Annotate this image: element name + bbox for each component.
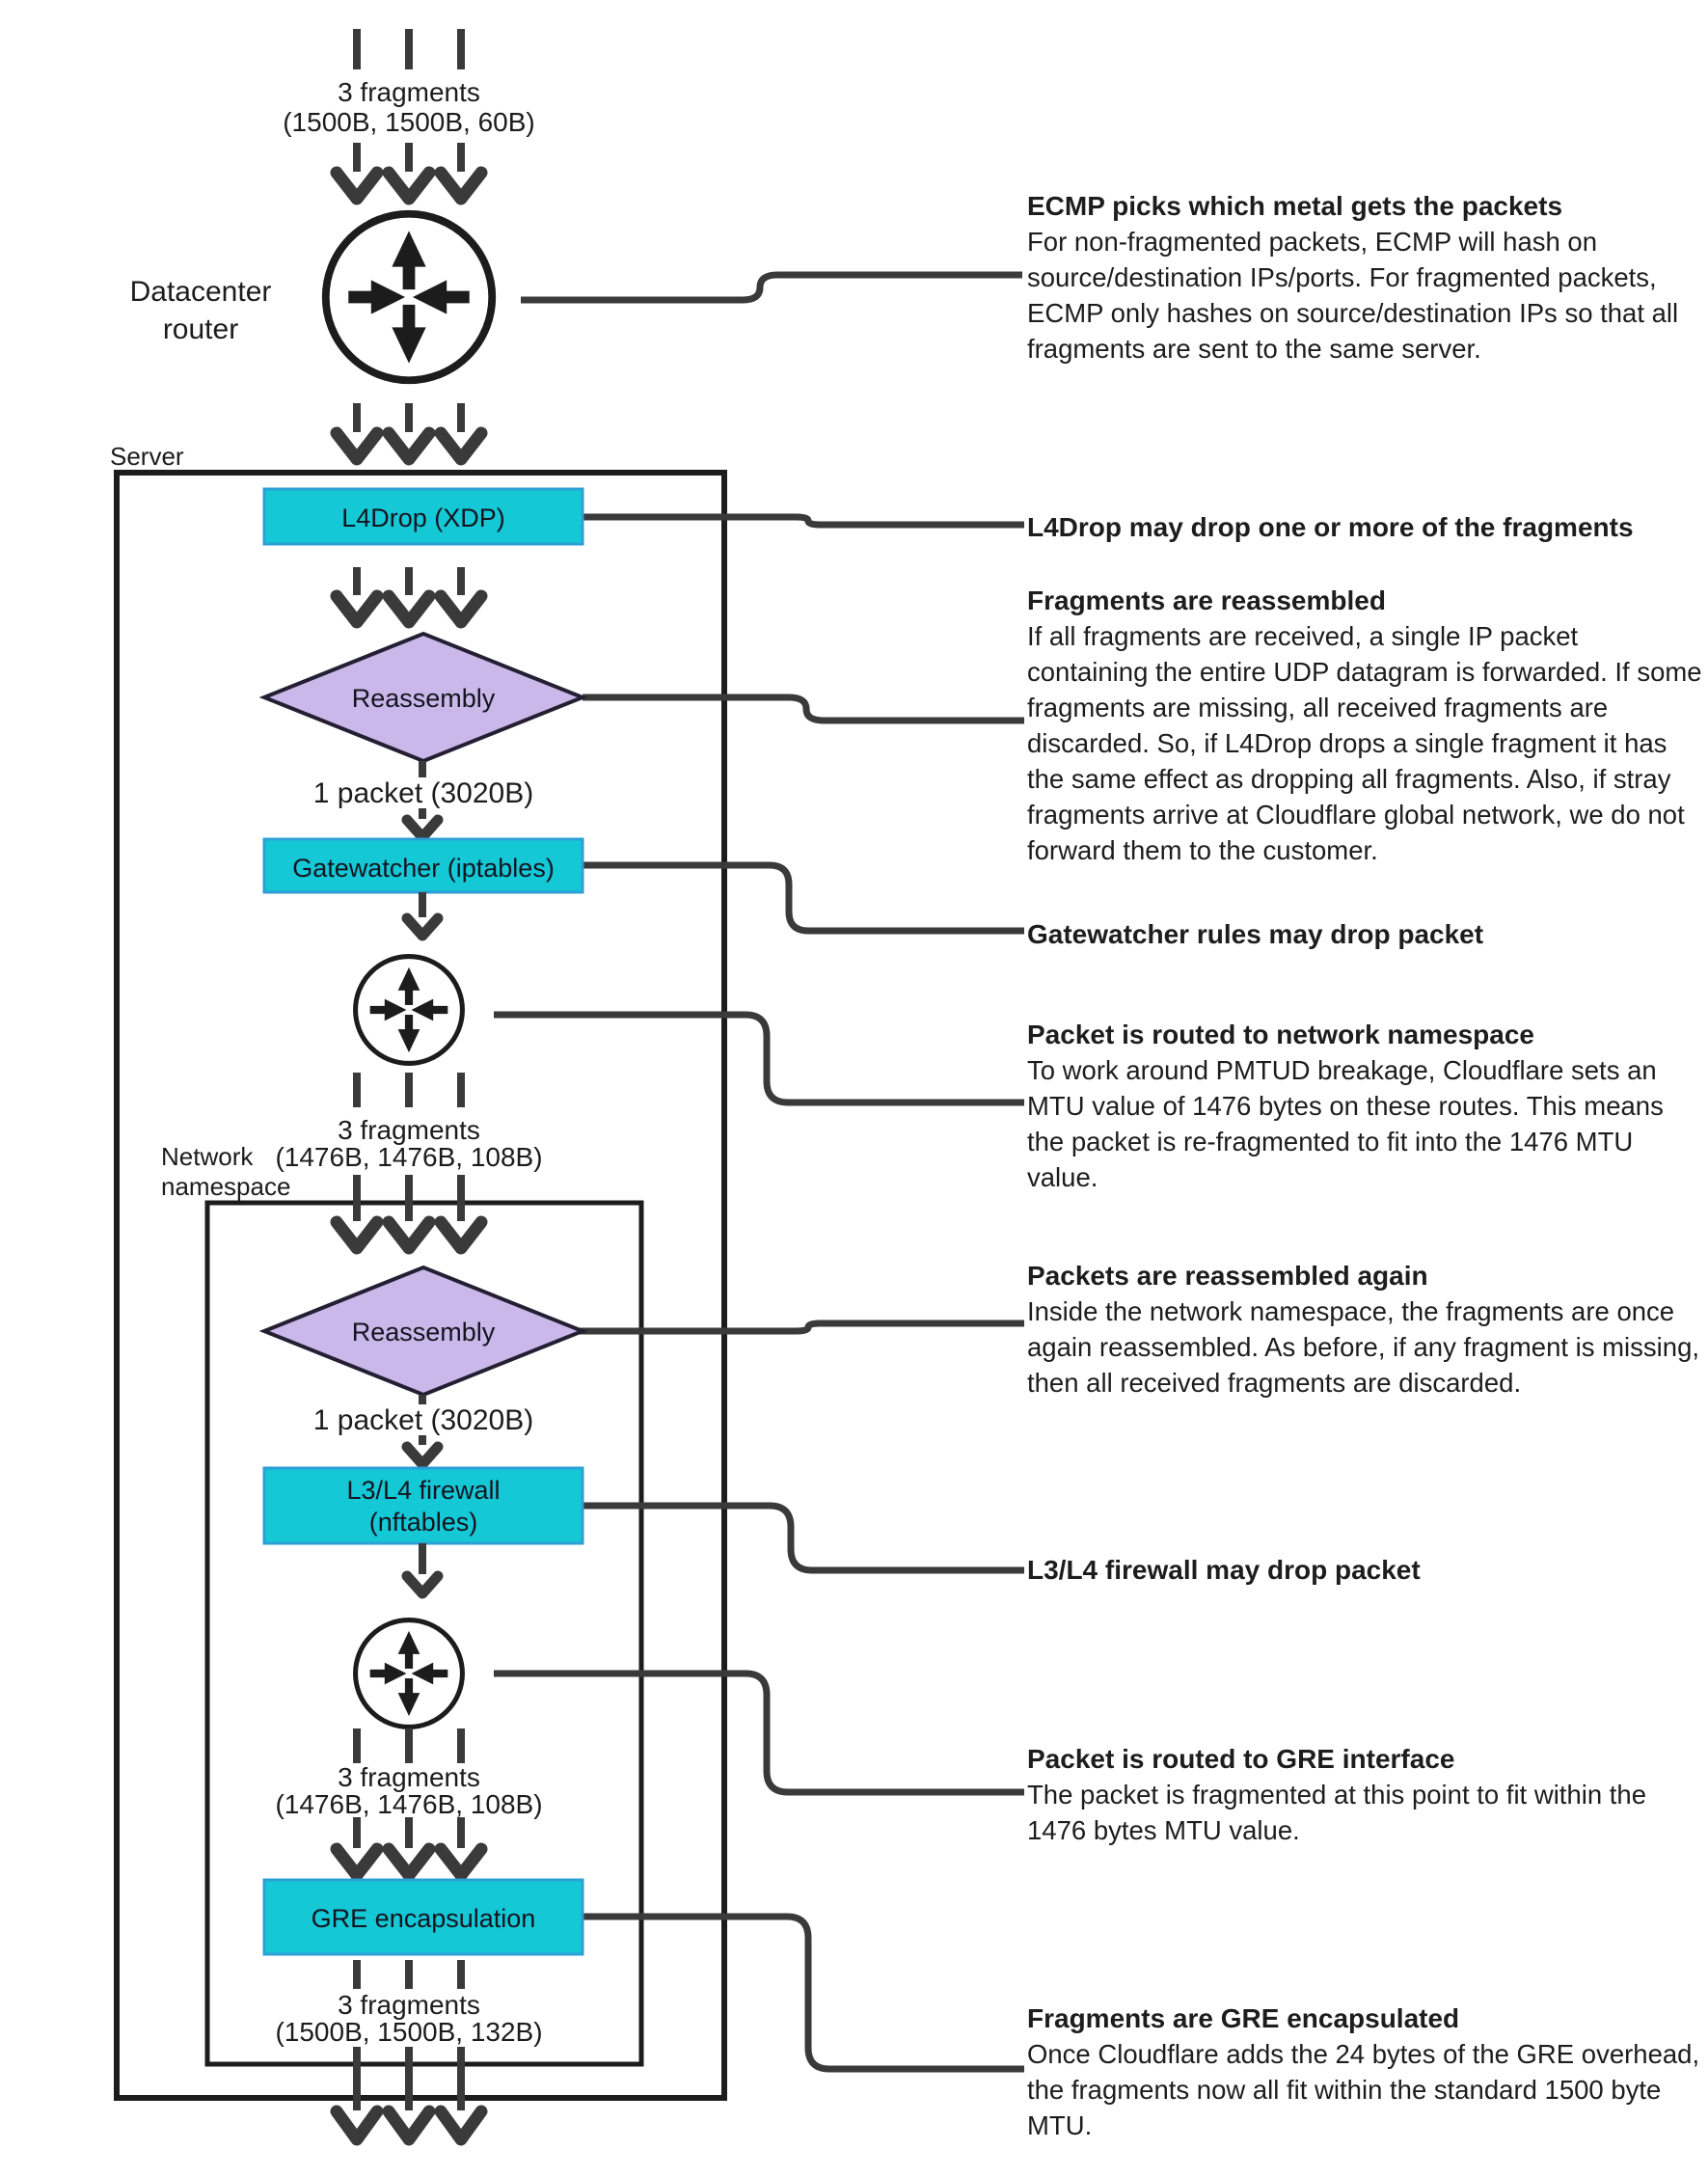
annotation-heading: L3/L4 firewall may drop packet <box>1027 1555 1421 1585</box>
arrow-down-to-firewall <box>407 1435 438 1464</box>
l4drop-label: L4Drop (XDP) <box>341 503 505 532</box>
annotation-heading: Fragments are reassembled <box>1027 585 1386 615</box>
datacenter-router-icon <box>326 214 492 380</box>
fragments-lower-label: 3 fragments <box>338 1762 480 1792</box>
connector-reassembly-1 <box>583 697 1024 721</box>
packet-label-1: 1 packet (3020B) <box>312 777 534 809</box>
connector-route-namespace <box>494 1015 1024 1102</box>
annotation-body: Once Cloudflare adds the 24 bytes of the GRE overhead, the fragments now all fit within the standard 1500 byte MTU. <box>1027 2039 1700 2140</box>
fragments-lower-sizes: (1476B, 1476B, 108B) <box>275 1789 543 1819</box>
annotation-gatewatcher <box>1027 916 1702 952</box>
firewall-label-line2: (nftables) <box>368 1508 478 1537</box>
fragment-dashes-bottom <box>353 1960 465 1989</box>
annotation-body: To work around PMTUD breakage, Cloudflare sets an MTU value of 1476 bytes on these routes. This means the packet is re-fragmented to fit into the 1476 MTU value. <box>1027 1055 1664 1192</box>
arrow-down-to-router-2 <box>407 892 438 936</box>
arrow-down-to-router-3 <box>407 1543 438 1593</box>
fragments-mid-sizes: (1476B, 1476B, 108B) <box>275 1142 543 1172</box>
annotation-ecmp <box>1027 188 1702 367</box>
annotation-body: The packet is fragmented at this point to fit within the 1476 bytes MTU value. <box>1027 1780 1647 1845</box>
router-icon-3 <box>356 1620 463 1728</box>
arrows-down-into-gre <box>337 1817 481 1875</box>
fragments-in-sizes: (1500B, 1500B, 60B) <box>283 107 535 137</box>
annotation-heading: Packet is routed to network namespace <box>1027 1020 1534 1049</box>
reassembly-2-label: Reassembly <box>351 1318 496 1347</box>
fragments-out-label: 3 fragments <box>338 1990 480 2020</box>
annotation-gre-encapsulated <box>1027 2000 1702 2143</box>
connector-l4drop <box>583 517 1024 525</box>
annotation-heading: L4Drop may drop one or more of the fragments <box>1027 512 1634 542</box>
server-label: Server <box>110 442 184 471</box>
connector-reassembly-2 <box>579 1323 1024 1331</box>
annotation-reassembled-again <box>1027 1258 1702 1401</box>
arrows-down-to-reassembly-1 <box>337 567 481 622</box>
fragments-mid-label: 3 fragments <box>338 1115 480 1145</box>
annotation-body: If all fragments are received, a single IP packet containing the entire UDP datagram is forwarded. If some fragments are missing, all received fragments are discarded. So, if L4Drop drops a single fragment it has the same effect as dropping all fragments. Also, if stray fragments arrive at Cloudflare global network, we do not forward them to the customer. <box>1027 621 1702 865</box>
connector-firewall <box>583 1506 1024 1570</box>
annotation-gre-interface <box>1027 1741 1702 1848</box>
fragment-dashes-lower <box>353 1728 465 1763</box>
arrows-down-exit <box>337 2047 481 2139</box>
arrow-down-to-gatewatcher <box>407 808 438 837</box>
annotation-routed-namespace <box>1027 1017 1702 1195</box>
fragment-dashes-top <box>353 29 465 69</box>
fragments-out-sizes: (1500B, 1500B, 132B) <box>275 2017 543 2047</box>
annotation-heading: ECMP picks which metal gets the packets <box>1027 191 1563 221</box>
reassembly-1-label: Reassembly <box>351 684 496 713</box>
annotation-heading: Fragments are GRE encapsulated <box>1027 2003 1460 2033</box>
gatewatcher-label: Gatewatcher (iptables) <box>292 854 555 883</box>
connector-ecmp <box>521 275 1022 300</box>
router-icon-2 <box>356 957 463 1064</box>
arrows-down-into-namespace <box>337 1175 481 1248</box>
annotation-body: Inside the network namespace, the fragments are once again reassembled. As before, if any fragment is missing, then all received fragments are discarded. <box>1027 1296 1700 1398</box>
arrows-down-into-router <box>337 143 481 199</box>
arrows-down-into-server <box>337 403 481 459</box>
annotation-heading: Packets are reassembled again <box>1027 1261 1428 1291</box>
firewall-label-line1: L3/L4 firewall <box>346 1476 501 1505</box>
connector-gatewatcher <box>583 865 1024 931</box>
annotation-reassembled <box>1027 583 1702 868</box>
packet-label-2: 1 packet (3020B) <box>312 1404 534 1436</box>
connector-gre-encap <box>583 1917 1024 2069</box>
annotation-l4drop <box>1027 509 1702 545</box>
gre-label: GRE encapsulation <box>311 1904 536 1933</box>
datacenter-router-label: Datacenter router <box>129 276 272 345</box>
annotation-heading: Gatewatcher rules may drop packet <box>1027 919 1484 949</box>
network-namespace-label: Network namespace <box>161 1142 291 1201</box>
annotation-body: For non-fragmented packets, ECMP will hash on source/destination IPs/ports. For fragmented packets, ECMP only hashes on source/destination IPs so that all fragments are sent to the same server. <box>1027 227 1679 364</box>
fragments-in-label: 3 fragments <box>338 77 480 107</box>
annotation-firewall <box>1027 1552 1702 1588</box>
fragment-dashes-mid <box>353 1073 465 1107</box>
annotation-heading: Packet is routed to GRE interface <box>1027 1744 1455 1774</box>
